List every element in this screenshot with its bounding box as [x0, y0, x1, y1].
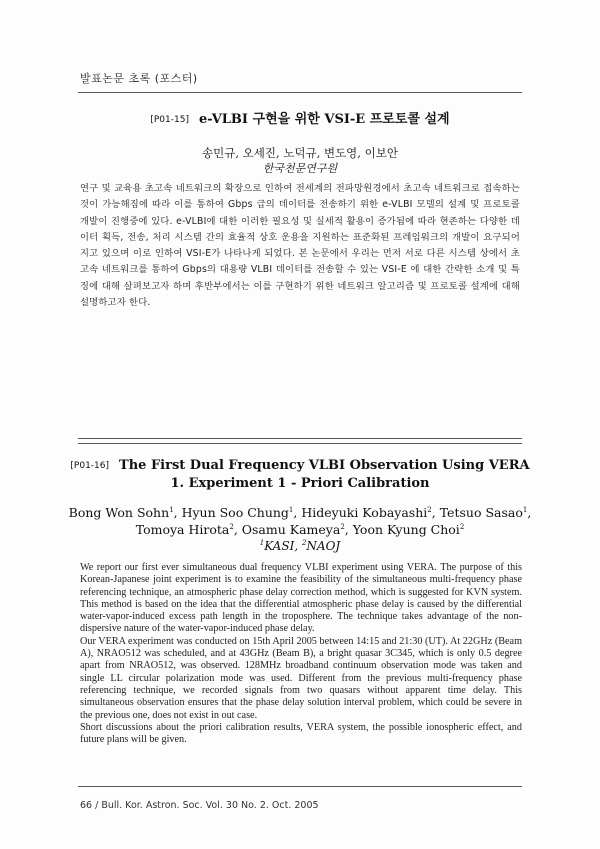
author-affiliation-mark: 2	[427, 506, 432, 514]
author-affiliation-mark: 2	[459, 523, 465, 531]
paper2-code: [P01-16]	[70, 461, 110, 471]
paper1-code: [P01-15]	[150, 115, 189, 125]
affiliation-name: NAOJ	[306, 539, 341, 553]
section-divider-lower	[78, 443, 522, 444]
paper2-affiliations: $^1$KASI, $^2$NAOJ	[259, 539, 341, 553]
author-name: Hideyuki Kobayashi	[301, 505, 428, 520]
author-affiliation-mark: 2	[340, 523, 345, 531]
paper2-title-line1: The First Dual Frequency VLBI Observation Using VERA	[119, 458, 530, 473]
abstract-paragraph: We report our first ever simultaneous dual frequency VLBI experiment using VERA. The purpose of this Korean-Japanese joint experiment is to examine the feasibility of the simultaneous multi-frequency phase referencing technique, an atmospheric phase delay correction method, which is suggested for KVN system. This method is based on the idea that the differential atmospheric phase delay is caused by the differential water-vapor-induced excess path length in the troposphere. The technique takes advantage of the non-dispersive nature of the water-vapor-induced phase delay.	[80, 562, 522, 635]
abstract-paragraph: Short discussions about the priori calibration results, VERA system, the possible ionospheric effect, and future plans will be given.	[80, 721, 522, 746]
author-affiliation-mark: 2	[229, 523, 234, 531]
author-affiliation-mark: 1	[522, 506, 528, 514]
author-name: Tomoya Hirota	[135, 522, 230, 537]
paper1-affiliation: 한국천문연구원	[262, 162, 338, 175]
paper2-authors-line2: Tomoya Hirota$^2$, Osamu Kameya$^2$, Yoon Kyung Choi$^2$	[135, 522, 465, 537]
affiliation-mark: 2	[301, 539, 307, 547]
author-name: Yoon Kyung Choi	[352, 522, 460, 537]
author-name: Hyun Soo Chung	[181, 505, 289, 520]
paper1-title: e-VLBI 구현을 위한 VSI-E 프로토콜 설계	[198, 112, 450, 127]
author-affiliation-mark: 1	[288, 506, 294, 514]
page-footer: 66 / Bull. Kor. Astron. Soc. Vol. 30 No. 2. Oct. 2005	[80, 800, 319, 811]
author-name: Tetsuo Sasao	[439, 505, 523, 520]
affiliation-name: KASI	[264, 539, 295, 553]
section-divider-upper	[78, 438, 522, 439]
header-divider	[78, 92, 522, 93]
paper1-abstract: 연구 및 교육용 초고속 네트워크의 확장으로 인하여 전세계의 전파망원경에서 초고속 네트워크로 접속하는 것이 가능해짐에 따라 이를 통하여 Gbps 급의 데이터를 전송하기 위한 e-VLBI 모델의 설계 및 프로토콜 개발이 진행중에 있다. e-VLBI에 대한 이러한 필요성 및 실세적 활용이 증가됨에 따라 현존하는 다양한 데이터 획득, 전송, 처리 시스템 간의 효율적 상호 운용을 지원하는 표준화된 프레임워크의 개발이 요구되어지고 있으며 이로 인하여 VSI-E가 나타나게 되었다. 본 논문에서 우리는 먼저 서로 다른 시스템 상에서 초고속 네트워크를 통하여 Gbps의 대용량 VLBI 데이터를 전송할 수 있는 VSI-E 에 대한 간략한 소개 및 특징에 대해 살펴보고자 하며 후반부에서는 이를 구현하기 위한 네트워크 알고리즘 및 프로토콜 설계에 대해 설명하고자 한다.	[80, 183, 520, 309]
paper2-authors-line1: Bong Won Sohn$^1$, Hyun Soo Chung$^1$, Hideyuki Kobayashi$^2$, Tetsuo Sasao$^1$,	[68, 505, 532, 520]
author-name: Bong Won Sohn	[68, 505, 170, 520]
paper1-authors: 송민규, 오세진, 노덕규, 변도영, 이보안	[202, 146, 398, 160]
paper2-title-line	[0, 458, 600, 473]
paper1-title-line	[0, 108, 600, 127]
section-header: 발표논문 초록 (포스터)	[80, 72, 198, 85]
paper2-abstract	[80, 562, 522, 746]
affiliation-mark: 1	[259, 539, 265, 547]
paper2-title-line2: 1. Experiment 1 - Priori Calibration	[170, 476, 430, 491]
abstract-paragraph: Our VERA experiment was conducted on 15th April 2005 between 14:15 and 21:30 (UT). At 22GHz (Beam A), NRAO512 was scheduled, and at 43GHz (Beam B), a bright quasar 3C345, which is only 0.5 degree apart from NRAO512, was observed. 128MHz broadband continuum observation mode was taken and single LL circular polarization mode was used. Different from the previous multi-frequency phase referencing technique, we recorded signals from two quasars without apparent time delay. This simultaneous observation ensures that the phase delay solution interval problem, which could be severe in the previous one, does not exist in out case.	[80, 635, 522, 721]
footer-divider	[78, 786, 522, 787]
author-name: Osamu Kameya	[241, 522, 341, 537]
author-affiliation-mark: 1	[169, 506, 174, 514]
